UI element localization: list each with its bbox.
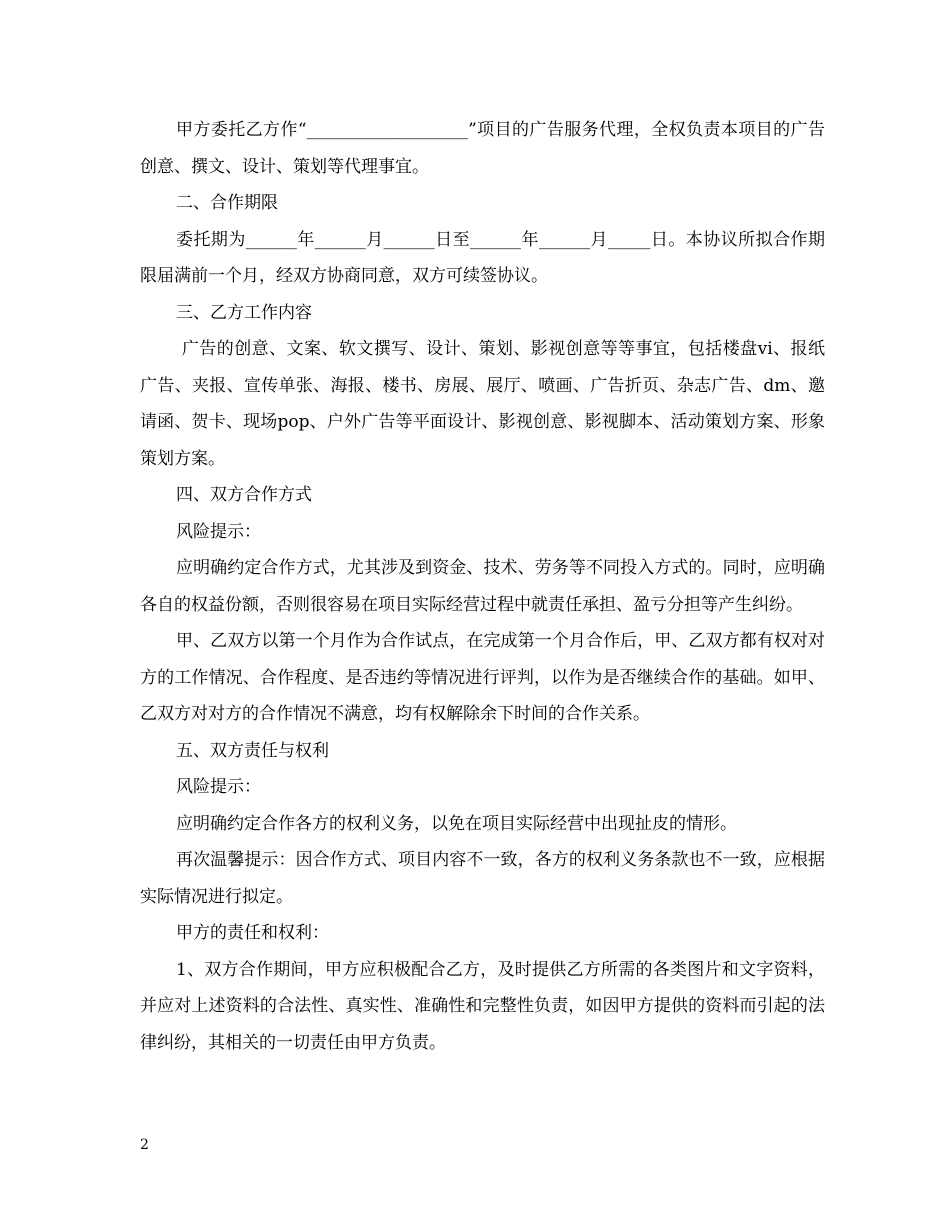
heading-responsibilities-rights: 五、双方责任与权利 [176,740,329,761]
heading-cooperation-method: 四、双方合作方式 [176,485,312,505]
paragraph-risk-tip-rights: 应明确约定合作各方的权利义务，以免在项目实际经营中出现扯皮的情形。 [176,813,737,834]
paragraph-entrust-project: 甲方委托乙方作“___________________”项目的广告服务代理，全权负责本项目的广告创意、撰文、设计、策划等代理事宜。 [140,120,825,177]
document-body [140,112,825,1061]
risk-tip-label-2: 风险提示： [176,777,261,797]
paragraph-entrust-period: 委托期为______年______月______日至______年______月_____日。本协议所拟合作期限届满前一个月，经双方协商同意，双方可续签协议。 [140,229,825,286]
paragraph-work-content: 广告的创意、文案、软文撰写、设计、策划、影视创意等等事宜，包括楼盘vi、报纸广告、夹报、宣传单张、海报、楼书、房展、展厅、喷画、广告折页、杂志广告、dm、邀请函、贺卡、现场pop、户外广告等平面设计、影视创意、影视脚本、活动策划方案、形象策划方案。 [140,339,825,469]
heading-cooperation-term: 二、合作期限 [176,193,278,213]
heading-party-b-work: 三、乙方工作内容 [176,302,312,323]
page-number: 2 [140,1137,149,1153]
paragraph-trial-period: 甲、乙双方以第一个月作为合作试点，在完成第一个月合作后，甲、乙双方都有权对对方的工作情况、合作程度、是否违约等情况进行评判，以作为是否继续合作的基础。如甲、乙双方对对方的合作情况不满意，均有权解除余下时间的合作关系。 [140,631,825,724]
risk-tip-label-1: 风险提示： [176,521,261,542]
paragraph-party-a-duty-1: 1、双方合作期间，甲方应积极配合乙方，及时提供乙方所需的各类图片和文字资料，并应对上述资料的合法性、真实性、准确性和完整性负责，如因甲方提供的资料而引起的法律纠纷，其相关的一切责任由甲方负责。 [140,959,825,1053]
paragraph-reminder: 再次温馨提示：因合作方式、项目内容不一致，各方的权利义务条款也不一致，应根据实际情况进行拟定。 [140,850,825,907]
paragraph-risk-tip-method: 应明确约定合作方式，尤其涉及到资金、技术、劳务等不同投入方式的。同时，应明确各自的权益份额，否则很容易在项目实际经营过程中就责任承担、盈亏分担等产生纠纷。 [140,558,825,615]
heading-party-a-rights: 甲方的责任和权利： [176,923,329,943]
